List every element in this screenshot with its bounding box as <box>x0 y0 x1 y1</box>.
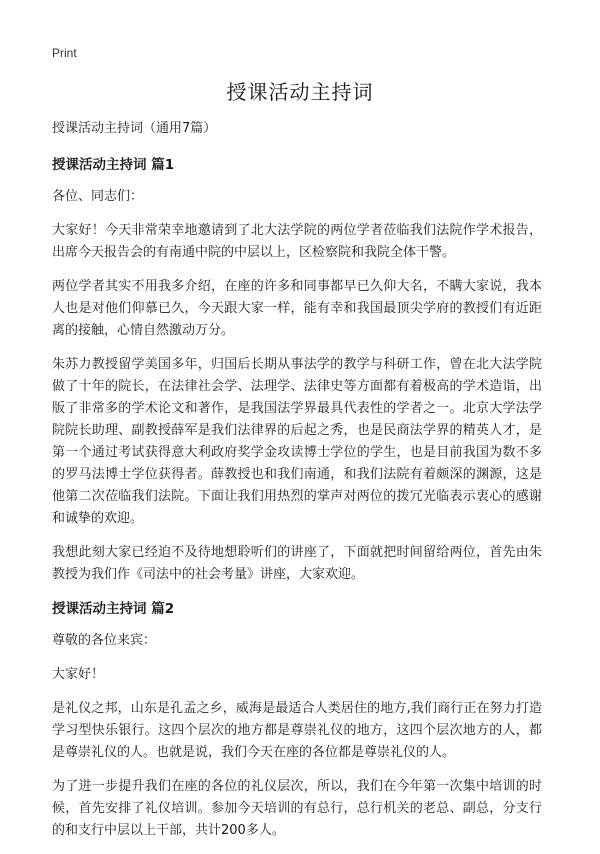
paragraph: 朱苏力教授留学美国多年，归国后长期从事法学的教学与科研工作，曾在北大法学院做了十年的院长，在法律社会学、法理学、法律史等方面都有着极高的学术造诣，出版了非常多的学术论文和著作，是我国法学界最具代表性的学者之一。北京大学法学院院长助理、副教授薛军是我们法律界的后起之秀，也是民商法学界的精英人才，是第一个通过考试获得意大利政府奖学金攻读博士学位的学生，也是目前我国为数不多的罗马法博士学位获得者。薛教授也和我们南通，和我们法院有着颇深的渊源，这是他第二次莅临我们法院。下面让我们用热烈的掌声对两位的拨冗光临表示衷心的感谢和诚挚的欢迎。 <box>52 357 542 526</box>
paragraph: 两位学者其实不用我多介绍，在座的许多和同事都早已久仰大名，不瞒大家说，我本人也是对他们仰慕已久，今天跟大家一样，能有幸和我国最顶尖学府的教授们有近距离的接触，心情自然激动万分。 <box>52 279 542 338</box>
section-heading-2: 授课活动主持词 篇2 <box>52 601 175 617</box>
paragraph: 大家好！今天非常荣幸地邀请到了北大法学院的两位学者莅临我们法院作学术报告，出席今天报告会的有南通中院的中层以上，区检察院和我院全体干警。 <box>52 223 542 260</box>
document-subtitle: 授课活动主持词（通用7篇） <box>52 121 217 136</box>
print-link[interactable]: Print <box>52 46 77 60</box>
paragraph-greeting: 各位、同志们： <box>52 189 144 204</box>
section-heading-1: 授课活动主持词 篇1 <box>52 157 175 173</box>
document-body <box>52 118 542 854</box>
paragraph: 我想此刻大家已经迫不及待地想聆听们的讲座了，下面就把时间留给两位，首先由朱教授为我们作《司法中的社会考量》讲座，大家欢迎。 <box>52 545 542 582</box>
paragraph-greeting: 大家好！ <box>52 667 105 682</box>
paragraph-greeting: 尊敬的各位来宾： <box>52 633 157 648</box>
paragraph: 是礼仪之邦，山东是孔孟之乡，威海是最适合人类居住的地方,我们商行正在努力打造学习型快乐银行。这四个层次的地方都是尊崇礼仪的地方，这四个层次地方的人，都是尊崇礼仪的人。也就是说，我们今天在座的各位都是尊崇礼仪的人。 <box>52 701 542 760</box>
document-title: 授课活动主持词 <box>226 80 374 104</box>
paragraph: 为了进一步提升我们在座的各位的礼仪层次，所以，我们在今年第一次集中培训的时候，首先安排了礼仪培训。参加今天培训的有总行，总行机关的老总、副总，分支行的和支行中层以上干部，共计200多人。 <box>52 779 542 838</box>
